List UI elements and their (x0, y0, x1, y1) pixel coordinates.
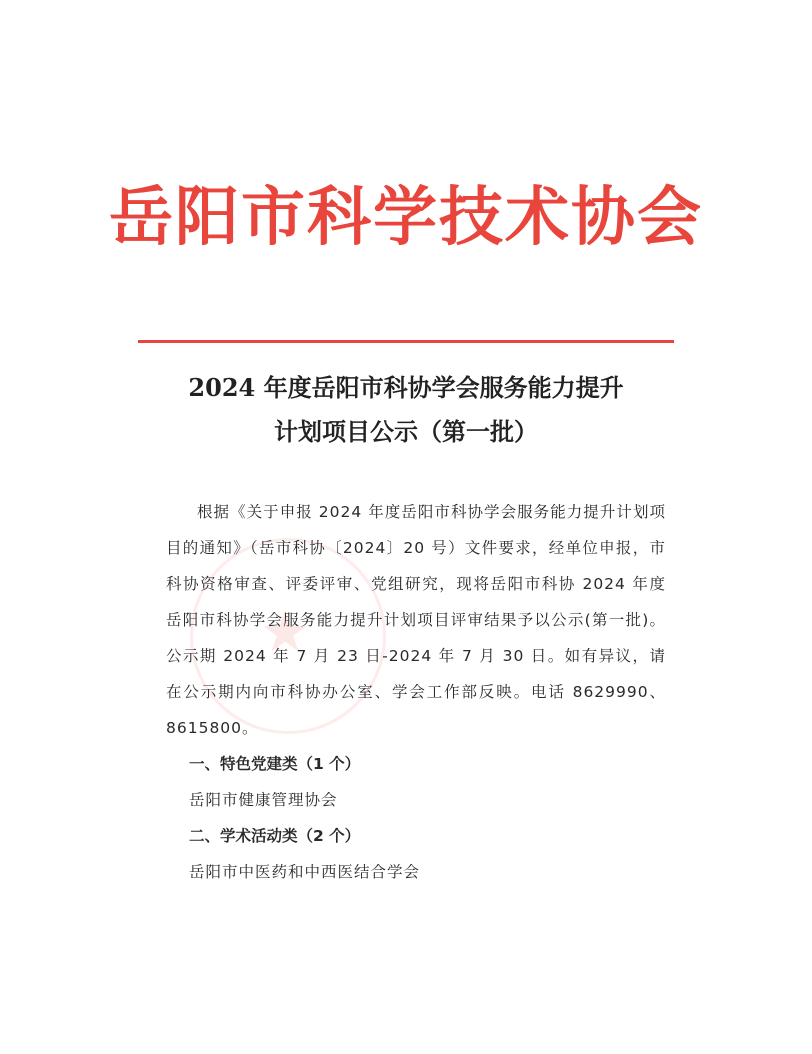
document-body (166, 494, 666, 890)
body-paragraph: 根据《关于申报 2024 年度岳阳市科协学会服务能力提升计划项目的通知》（岳市科协〔2024〕20 号）文件要求，经单位申报，市科协资格审查、评委评审、党组研究，现将岳阳市科协 2024 年度岳阳市科协学会服务能力提升计划项目评审结果予以公示(第一批)。公示期 2024 年 7 月 23 日-2024 年 7 月 30 日。如有异议，请在公示期内向市科协办公室、学会工作部反映。电话 8629990、8615800。 (166, 503, 666, 737)
seal-star-icon: ★ (259, 600, 311, 665)
section-heading-academic-activities: 二、学术活动类（2 个） (189, 827, 361, 845)
red-divider-line (138, 340, 674, 343)
org-header: 岳阳市科学技术协会 (109, 180, 703, 255)
section-item: 岳阳市健康管理协会 (189, 791, 338, 809)
section-heading-party-building: 一、特色党建类（1 个） (189, 755, 361, 773)
section-item: 岳阳市中医药和中西医结合学会 (189, 863, 421, 881)
document-title-line-2: 计划项目公示（第一批） (274, 417, 538, 446)
document-title (0, 366, 812, 454)
document-title-line-1: 2024 年度岳阳市科协学会服务能力提升 (188, 373, 624, 402)
